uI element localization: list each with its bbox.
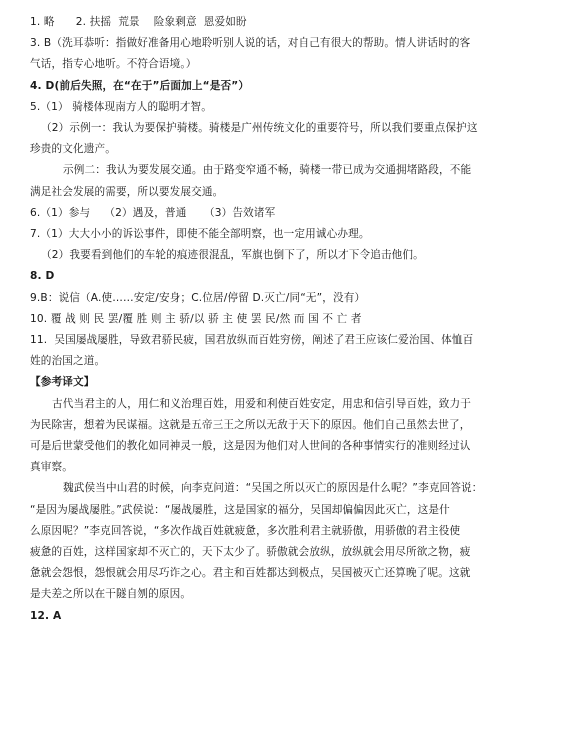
text-line: 12. A <box>30 609 62 622</box>
text-line: 7.（1）大大小小的诉讼事件，即使不能全部明察，也一定用诚心办理。 <box>30 228 370 241</box>
text-line: （2）我要看到他们的车轮的痕迹很混乱，军旗也倒下了，所以才下令追击他们。 <box>41 249 424 262</box>
text-line: 可是后世蒙受他们的教化如同神灵一般，这是因为他们对人世间的各种事情实行的准则经过认 <box>30 440 471 453</box>
text-line: 珍贵的文化遗产。 <box>30 143 116 156</box>
text-line: 惫就会怨恨，怨恨就会用尽巧诈之心。君主和百姓都达到极点，吴国被灭亡还算晚了呢。这就 <box>30 567 471 580</box>
text-line: 4. D(前后失照，在“在于”后面加上“是否”） <box>30 79 250 92</box>
text-line: 8. D <box>30 270 55 283</box>
text-line: 气话，指专心地听。不符合语境。） <box>30 58 197 71</box>
text-line: 10. 覆 战 则 民 罢/覆 胜 则 主 骄/以 骄 主 使 罢 民/然 而 国 不 亡 者 <box>30 312 362 325</box>
text-line: 3. B（洗耳恭听：指做好准备用心地聆听别人说的话，对自己有很大的帮助。情人讲话时的客 <box>30 37 471 50</box>
text-line: 满足社会发展的需要，所以要发展交通。 <box>30 185 224 198</box>
text-line: 1. 略 2. 扶摇 荒景 险象剩意 恩爱如盼 <box>30 16 247 28</box>
text-line: （2）示例一：我认为要保护骑楼。骑楼是广州传统文化的重要符号，所以我们要重点保护这 <box>41 122 478 135</box>
text-line: 【参考译文】 <box>30 376 95 389</box>
text-line: 疲惫的百姓，这样国家却不灭亡的，天下太少了。骄傲就会放纵，放纵就会用尽所欲之物，疲 <box>30 546 471 559</box>
text-line: 姓的治国之道。 <box>30 355 106 368</box>
text-line: 11. 吴国屡战屡胜，导致君骄民疲，国君放纵而百姓穷傍，阐述了君王应该仁爱治国、体恤百 <box>30 334 474 347</box>
text-line: 真审察。 <box>30 461 73 474</box>
text-line: 是夫差之所以在干隧自刎的原因。 <box>30 588 192 601</box>
text-line: 为民除害，想着为民谋福。这就是五帝三王之所以无敌于天下的原因。他们自己虽然去世了， <box>30 418 471 431</box>
text-line: 5.（1） 骑楼体现南方人的聪明才智。 <box>30 100 212 113</box>
text-line: 么原因呢？”李克回答说，“多次作战百姓就疲惫，多次胜利君主就骄傲，用骄傲的君主役使 <box>30 524 461 537</box>
text-line: “是因为屡战屡胜。”武侯说：“屡战屡胜，这是国家的福分，吴国却偏偏因此灭亡，这是什 <box>30 503 450 516</box>
text-line: 9.B：说信（A.使……安定/安身；C.位居/停留 D.灭亡/同“无”，没有） <box>30 291 366 304</box>
text-line: 示例二：我认为要发展交通。由于路变窄通不畅，骑楼一带已成为交通拥堵路段，不能 <box>63 164 472 177</box>
text-line: 6.（1）参与 （2）遇及，普通 （3）告效诸军 <box>30 206 276 219</box>
text-line: 魏武侯当中山君的时候，向李克问道：“吴国之所以灭亡的原因是什么呢？”李克回答说： <box>63 482 483 495</box>
text-line: 古代当君主的人，用仁和义治理百姓，用爱和利使百姓安定，用忠和信引导百姓，致力于 <box>52 397 472 410</box>
